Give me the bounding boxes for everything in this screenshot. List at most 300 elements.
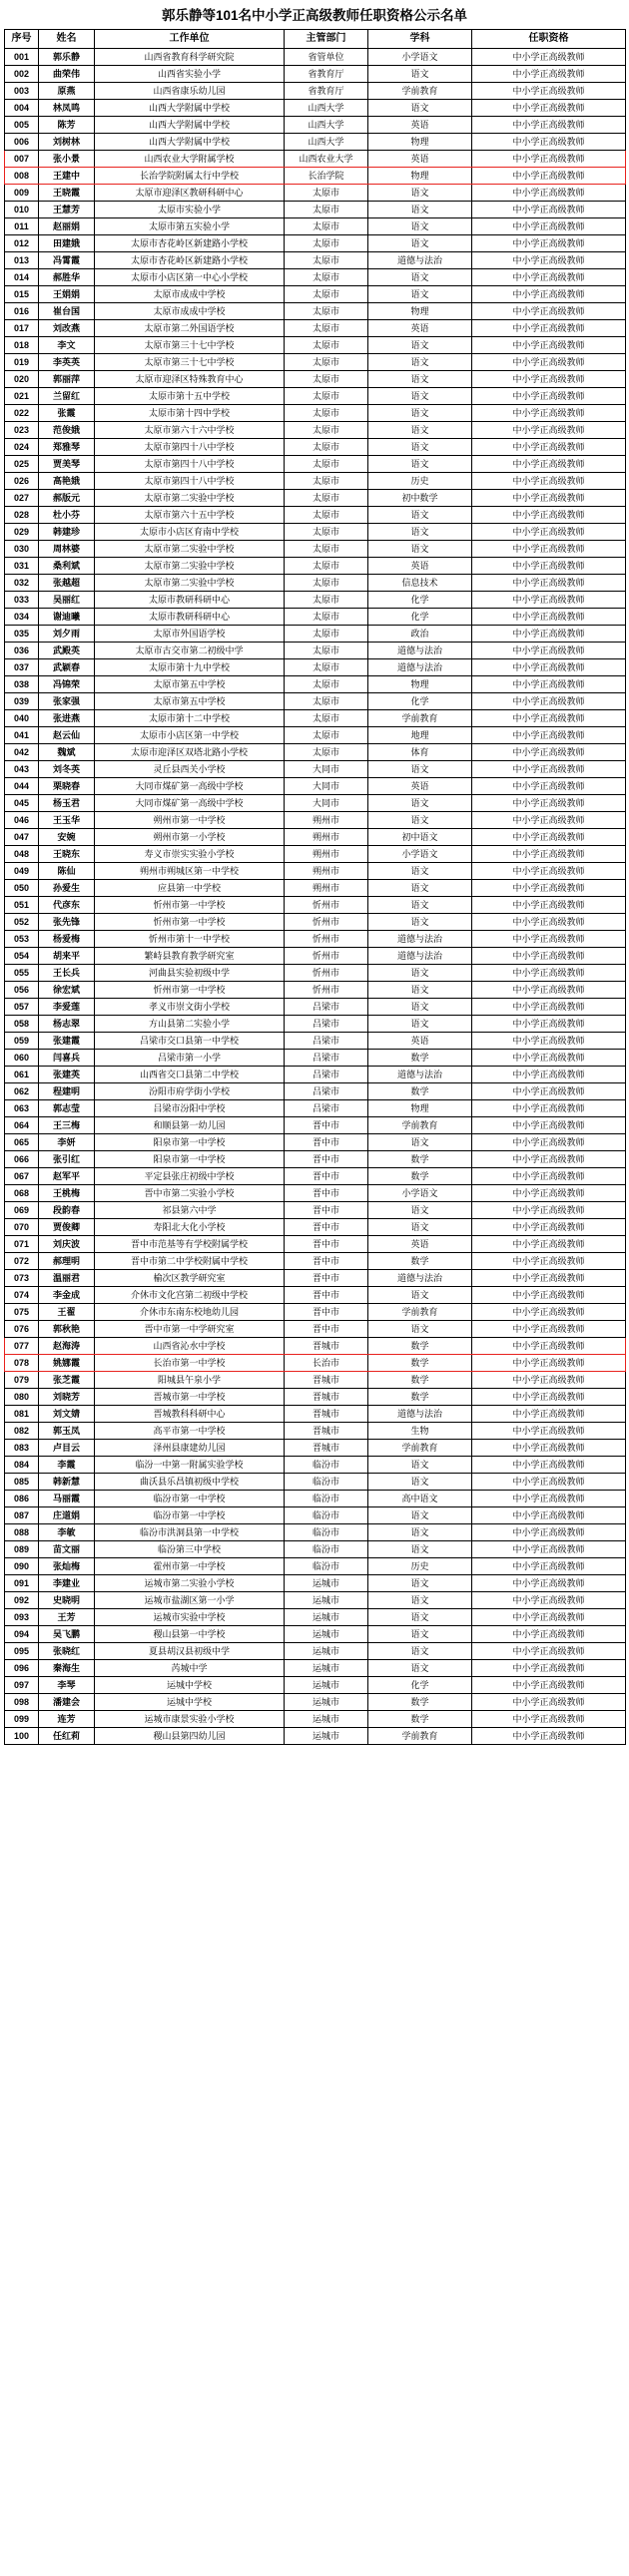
cell-qualification: 中小学正高级教师 (472, 507, 626, 524)
table-row (5, 1575, 626, 1592)
table-row (5, 151, 626, 168)
cell-work-unit: 大同市煤矿第一高级中学校 (95, 778, 285, 795)
cell-name: 贾美琴 (39, 456, 95, 473)
cell-qualification: 中小学正高级教师 (472, 1406, 626, 1423)
cell-work-unit: 方山县第二实验小学 (95, 1016, 285, 1033)
table-row (5, 1016, 626, 1033)
cell-qualification: 中小学正高级教师 (472, 626, 626, 643)
cell-department: 大同市 (285, 795, 368, 812)
cell-department: 吕梁市 (285, 1016, 368, 1033)
cell-department: 山西大学 (285, 100, 368, 117)
table-row (5, 1423, 626, 1440)
table-row (5, 965, 626, 982)
cell-name: 王三梅 (39, 1117, 95, 1134)
cell-no: 064 (5, 1117, 39, 1134)
table-row (5, 286, 626, 303)
table-header-row (5, 30, 626, 49)
cell-no: 007 (5, 151, 39, 168)
cell-qualification: 中小学正高级教师 (472, 1423, 626, 1440)
table-row (5, 1507, 626, 1524)
cell-qualification: 中小学正高级教师 (472, 1117, 626, 1134)
cell-name: 张进燕 (39, 710, 95, 727)
table-row (5, 337, 626, 354)
cell-work-unit: 阳泉市第一中学校 (95, 1151, 285, 1168)
cell-subject: 数学 (368, 1050, 472, 1067)
cell-department: 运城市 (285, 1592, 368, 1609)
cell-name: 闫喜兵 (39, 1050, 95, 1067)
cell-subject: 语文 (368, 812, 472, 829)
cell-no: 025 (5, 456, 39, 473)
cell-qualification: 中小学正高级教师 (472, 965, 626, 982)
cell-qualification: 中小学正高级教师 (472, 320, 626, 337)
cell-department: 省教育厅 (285, 66, 368, 83)
cell-no: 008 (5, 168, 39, 185)
cell-no: 098 (5, 1694, 39, 1711)
cell-no: 100 (5, 1728, 39, 1745)
cell-department: 太原市 (285, 422, 368, 439)
cell-no: 006 (5, 134, 39, 151)
cell-qualification: 中小学正高级教师 (472, 592, 626, 609)
cell-work-unit: 灵丘县西关小学校 (95, 761, 285, 778)
cell-department: 晋城市 (285, 1389, 368, 1406)
cell-department: 晋城市 (285, 1440, 368, 1457)
table-row (5, 1660, 626, 1677)
cell-work-unit: 太原市小店区第一中心小学校 (95, 269, 285, 286)
table-row (5, 914, 626, 931)
cell-no: 032 (5, 575, 39, 592)
table-row (5, 49, 626, 66)
cell-qualification: 中小学正高级教师 (472, 100, 626, 117)
cell-qualification: 中小学正高级教师 (472, 863, 626, 880)
cell-subject: 语文 (368, 269, 472, 286)
cell-department: 太原市 (285, 676, 368, 693)
cell-no: 036 (5, 643, 39, 659)
table-row (5, 592, 626, 609)
cell-no: 053 (5, 931, 39, 948)
cell-department: 晋中市 (285, 1134, 368, 1151)
table-row (5, 1067, 626, 1083)
cell-no: 095 (5, 1643, 39, 1660)
cell-department: 太原市 (285, 693, 368, 710)
cell-department: 太原市 (285, 252, 368, 269)
table-row (5, 1728, 626, 1745)
cell-work-unit: 临汾市第一中学校 (95, 1507, 285, 1524)
cell-name: 徐宏斌 (39, 982, 95, 999)
cell-qualification: 中小学正高级教师 (472, 1626, 626, 1643)
cell-name: 李建业 (39, 1575, 95, 1592)
cell-qualification: 中小学正高级教师 (472, 1134, 626, 1151)
column-header-dept: 主管部门 (285, 30, 368, 49)
cell-department: 运城市 (285, 1609, 368, 1626)
cell-name: 王桃梅 (39, 1185, 95, 1202)
cell-name: 温丽君 (39, 1270, 95, 1287)
cell-department: 太原市 (285, 626, 368, 643)
roster-table (4, 29, 626, 1745)
table-row (5, 1711, 626, 1728)
cell-qualification: 中小学正高级教师 (472, 575, 626, 592)
cell-work-unit: 太原市迎泽区教研科研中心 (95, 185, 285, 202)
table-row (5, 1677, 626, 1694)
cell-no: 086 (5, 1491, 39, 1507)
cell-no: 048 (5, 846, 39, 863)
cell-name: 李霞 (39, 1457, 95, 1474)
cell-work-unit: 运城市实验中学校 (95, 1609, 285, 1626)
cell-name: 王晓霞 (39, 185, 95, 202)
cell-subject: 语文 (368, 1643, 472, 1660)
table-row (5, 1558, 626, 1575)
cell-no: 099 (5, 1711, 39, 1728)
cell-subject: 语文 (368, 66, 472, 83)
table-row (5, 1117, 626, 1134)
cell-name: 王翟 (39, 1304, 95, 1321)
cell-work-unit: 晋中市范基等有学校附属学校 (95, 1236, 285, 1253)
cell-qualification: 中小学正高级教师 (472, 1270, 626, 1287)
cell-no: 092 (5, 1592, 39, 1609)
cell-work-unit: 太原市外国语学校 (95, 626, 285, 643)
cell-qualification: 中小学正高级教师 (472, 252, 626, 269)
cell-work-unit: 朔州市朔城区第一中学校 (95, 863, 285, 880)
cell-subject: 学前教育 (368, 1728, 472, 1745)
cell-name: 杜小芬 (39, 507, 95, 524)
cell-no: 031 (5, 558, 39, 575)
cell-department: 山西大学 (285, 117, 368, 134)
cell-work-unit: 太原市第三十七中学校 (95, 337, 285, 354)
cell-name: 栗晓春 (39, 778, 95, 795)
cell-subject: 数学 (368, 1168, 472, 1185)
cell-qualification: 中小学正高级教师 (472, 1168, 626, 1185)
table-row (5, 1626, 626, 1643)
cell-name: 林凤鸣 (39, 100, 95, 117)
cell-no: 076 (5, 1321, 39, 1338)
table-row (5, 235, 626, 252)
cell-work-unit: 太原市教研科研中心 (95, 592, 285, 609)
cell-subject: 化学 (368, 609, 472, 626)
table-row (5, 422, 626, 439)
cell-department: 太原市 (285, 354, 368, 371)
cell-subject: 语文 (368, 965, 472, 982)
cell-department: 朔州市 (285, 863, 368, 880)
cell-subject: 语文 (368, 524, 472, 541)
table-row (5, 218, 626, 235)
cell-name: 郭秋艳 (39, 1321, 95, 1338)
cell-department: 晋中市 (285, 1202, 368, 1219)
cell-no: 013 (5, 252, 39, 269)
cell-department: 忻州市 (285, 982, 368, 999)
cell-qualification: 中小学正高级教师 (472, 999, 626, 1016)
cell-qualification: 中小学正高级教师 (472, 151, 626, 168)
cell-no: 079 (5, 1372, 39, 1389)
table-row (5, 388, 626, 405)
cell-subject: 道德与法治 (368, 1406, 472, 1423)
cell-qualification: 中小学正高级教师 (472, 1660, 626, 1677)
cell-no: 073 (5, 1270, 39, 1287)
cell-department: 晋城市 (285, 1406, 368, 1423)
cell-no: 043 (5, 761, 39, 778)
cell-no: 096 (5, 1660, 39, 1677)
table-row (5, 1457, 626, 1474)
cell-name: 杨爱梅 (39, 931, 95, 948)
cell-qualification: 中小学正高级教师 (472, 897, 626, 914)
cell-work-unit: 太原市第五中学校 (95, 693, 285, 710)
cell-work-unit: 山西省实验小学 (95, 66, 285, 83)
cell-name: 王长兵 (39, 965, 95, 982)
cell-no: 046 (5, 812, 39, 829)
cell-work-unit: 阳泉市第一中学校 (95, 1134, 285, 1151)
cell-work-unit: 山西大学附属中学校 (95, 100, 285, 117)
cell-work-unit: 寿义市崇实实验小学校 (95, 846, 285, 863)
cell-qualification: 中小学正高级教师 (472, 1151, 626, 1168)
cell-department: 省管单位 (285, 49, 368, 66)
table-row (5, 575, 626, 592)
cell-work-unit: 夏县胡汉县初级中学 (95, 1643, 285, 1660)
cell-subject: 数学 (368, 1253, 472, 1270)
cell-qualification: 中小学正高级教师 (472, 1304, 626, 1321)
cell-department: 太原市 (285, 507, 368, 524)
cell-no: 005 (5, 117, 39, 134)
table-row (5, 252, 626, 269)
cell-name: 庄道娟 (39, 1507, 95, 1524)
cell-name: 张家强 (39, 693, 95, 710)
cell-subject: 语文 (368, 1541, 472, 1558)
cell-work-unit: 太原市第三十七中学校 (95, 354, 285, 371)
cell-department: 运城市 (285, 1643, 368, 1660)
cell-department: 吕梁市 (285, 1083, 368, 1100)
cell-no: 022 (5, 405, 39, 422)
cell-no: 084 (5, 1457, 39, 1474)
cell-name: 魏斌 (39, 744, 95, 761)
cell-qualification: 中小学正高级教师 (472, 1202, 626, 1219)
cell-department: 太原市 (285, 303, 368, 320)
cell-subject: 语文 (368, 371, 472, 388)
cell-qualification: 中小学正高级教师 (472, 117, 626, 134)
cell-subject: 英语 (368, 1236, 472, 1253)
cell-work-unit: 太原市小店区第一中学校 (95, 727, 285, 744)
cell-no: 041 (5, 727, 39, 744)
cell-no: 074 (5, 1287, 39, 1304)
cell-qualification: 中小学正高级教师 (472, 1558, 626, 1575)
cell-name: 苗文丽 (39, 1541, 95, 1558)
cell-department: 运城市 (285, 1660, 368, 1677)
cell-subject: 地理 (368, 727, 472, 744)
cell-department: 山西大学 (285, 134, 368, 151)
cell-work-unit: 太原市第十二中学校 (95, 710, 285, 727)
cell-qualification: 中小学正高级教师 (472, 812, 626, 829)
cell-no: 080 (5, 1389, 39, 1406)
cell-qualification: 中小学正高级教师 (472, 1389, 626, 1406)
cell-work-unit: 太原市第二实验中学校 (95, 541, 285, 558)
cell-no: 042 (5, 744, 39, 761)
cell-name: 韩建珍 (39, 524, 95, 541)
cell-qualification: 中小学正高级教师 (472, 83, 626, 100)
table-row (5, 66, 626, 83)
cell-name: 周林婆 (39, 541, 95, 558)
cell-department: 长治学院 (285, 168, 368, 185)
cell-department: 太原市 (285, 473, 368, 490)
cell-no: 049 (5, 863, 39, 880)
cell-subject: 语文 (368, 456, 472, 473)
cell-work-unit: 太原市实验小学 (95, 202, 285, 218)
cell-department: 临汾市 (285, 1507, 368, 1524)
cell-department: 太原市 (285, 575, 368, 592)
table-row (5, 931, 626, 948)
cell-department: 朔州市 (285, 846, 368, 863)
cell-qualification: 中小学正高级教师 (472, 1541, 626, 1558)
cell-department: 太原市 (285, 592, 368, 609)
cell-name: 郝版元 (39, 490, 95, 507)
table-row (5, 1083, 626, 1100)
cell-subject: 物理 (368, 168, 472, 185)
cell-department: 临汾市 (285, 1541, 368, 1558)
cell-no: 089 (5, 1541, 39, 1558)
cell-subject: 语文 (368, 1575, 472, 1592)
cell-no: 065 (5, 1134, 39, 1151)
cell-department: 运城市 (285, 1626, 368, 1643)
cell-subject: 语文 (368, 1457, 472, 1474)
cell-no: 047 (5, 829, 39, 846)
cell-qualification: 中小学正高级教师 (472, 524, 626, 541)
cell-work-unit: 繁峙县教育教学研究室 (95, 948, 285, 965)
cell-qualification: 中小学正高级教师 (472, 490, 626, 507)
cell-name: 刘文婧 (39, 1406, 95, 1423)
cell-work-unit: 介休市文化宫第二初级中学校 (95, 1287, 285, 1304)
table-row (5, 1541, 626, 1558)
cell-department: 太原市 (285, 405, 368, 422)
cell-subject: 语文 (368, 1626, 472, 1643)
table-row (5, 439, 626, 456)
cell-qualification: 中小学正高级教师 (472, 609, 626, 626)
table-row (5, 659, 626, 676)
cell-subject: 政治 (368, 626, 472, 643)
cell-qualification: 中小学正高级教师 (472, 66, 626, 83)
cell-department: 吕梁市 (285, 1033, 368, 1050)
cell-work-unit: 山西农业大学附属学校 (95, 151, 285, 168)
table-row (5, 1321, 626, 1338)
cell-no: 061 (5, 1067, 39, 1083)
cell-subject: 语文 (368, 1660, 472, 1677)
cell-subject: 语文 (368, 1134, 472, 1151)
table-row (5, 1134, 626, 1151)
cell-subject: 数学 (368, 1355, 472, 1372)
cell-qualification: 中小学正高级教师 (472, 829, 626, 846)
cell-subject: 物理 (368, 134, 472, 151)
table-row (5, 1389, 626, 1406)
cell-name: 李文 (39, 337, 95, 354)
cell-subject: 语文 (368, 880, 472, 897)
cell-subject: 语文 (368, 507, 472, 524)
cell-qualification: 中小学正高级教师 (472, 1185, 626, 1202)
cell-name: 张小景 (39, 151, 95, 168)
cell-no: 071 (5, 1236, 39, 1253)
cell-department: 忻州市 (285, 897, 368, 914)
cell-department: 晋中市 (285, 1321, 368, 1338)
cell-department: 朔州市 (285, 880, 368, 897)
table-row (5, 1270, 626, 1287)
cell-work-unit: 太原市第十四中学校 (95, 405, 285, 422)
cell-name: 吴飞鹏 (39, 1626, 95, 1643)
table-row (5, 999, 626, 1016)
cell-department: 山西农业大学 (285, 151, 368, 168)
cell-no: 037 (5, 659, 39, 676)
cell-subject: 数学 (368, 1151, 472, 1168)
cell-work-unit: 长治市第一中学校 (95, 1355, 285, 1372)
cell-qualification: 中小学正高级教师 (472, 1440, 626, 1457)
cell-no: 088 (5, 1524, 39, 1541)
cell-department: 运城市 (285, 1694, 368, 1711)
cell-qualification: 中小学正高级教师 (472, 880, 626, 897)
cell-name: 武殿英 (39, 643, 95, 659)
cell-subject: 道德与法治 (368, 1067, 472, 1083)
cell-no: 021 (5, 388, 39, 405)
cell-name: 范俊娥 (39, 422, 95, 439)
cell-no: 070 (5, 1219, 39, 1236)
cell-no: 075 (5, 1304, 39, 1321)
cell-no: 024 (5, 439, 39, 456)
cell-no: 063 (5, 1100, 39, 1117)
cell-no: 072 (5, 1253, 39, 1270)
column-header-unit: 工作单位 (95, 30, 285, 49)
cell-department: 晋城市 (285, 1372, 368, 1389)
cell-qualification: 中小学正高级教师 (472, 405, 626, 422)
cell-department: 忻州市 (285, 931, 368, 948)
cell-work-unit: 临汾一中第一附属实验学校 (95, 1457, 285, 1474)
cell-no: 081 (5, 1406, 39, 1423)
cell-department: 晋城市 (285, 1423, 368, 1440)
cell-no: 011 (5, 218, 39, 235)
cell-qualification: 中小学正高级教师 (472, 337, 626, 354)
cell-work-unit: 运城市第二实验小学校 (95, 1575, 285, 1592)
cell-department: 晋中市 (285, 1304, 368, 1321)
table-row (5, 524, 626, 541)
cell-name: 秦海生 (39, 1660, 95, 1677)
cell-qualification: 中小学正高级教师 (472, 727, 626, 744)
cell-qualification: 中小学正高级教师 (472, 1338, 626, 1355)
table-row (5, 1236, 626, 1253)
cell-subject: 小学语文 (368, 846, 472, 863)
cell-qualification: 中小学正高级教师 (472, 693, 626, 710)
cell-subject: 语文 (368, 1507, 472, 1524)
cell-qualification: 中小学正高级教师 (472, 1253, 626, 1270)
cell-name: 李敏 (39, 1524, 95, 1541)
cell-name: 张灿梅 (39, 1558, 95, 1575)
cell-no: 004 (5, 100, 39, 117)
table-row (5, 1592, 626, 1609)
cell-qualification: 中小学正高级教师 (472, 1643, 626, 1660)
cell-no: 090 (5, 1558, 39, 1575)
cell-subject: 数学 (368, 1711, 472, 1728)
cell-work-unit: 吕梁市交口县第一中学校 (95, 1033, 285, 1050)
cell-work-unit: 临汾第三中学校 (95, 1541, 285, 1558)
cell-work-unit: 应县第一中学校 (95, 880, 285, 897)
cell-qualification: 中小学正高级教师 (472, 1491, 626, 1507)
table-row (5, 1151, 626, 1168)
cell-subject: 数学 (368, 1338, 472, 1355)
cell-name: 赵丽娟 (39, 218, 95, 235)
cell-name: 王晓东 (39, 846, 95, 863)
cell-no: 067 (5, 1168, 39, 1185)
cell-name: 王慧芳 (39, 202, 95, 218)
cell-qualification: 中小学正高级教师 (472, 1083, 626, 1100)
cell-subject: 数学 (368, 1083, 472, 1100)
column-header-subject: 学科 (368, 30, 472, 49)
cell-work-unit: 曲沃县乐昌镇初级中学校 (95, 1474, 285, 1491)
cell-qualification: 中小学正高级教师 (472, 388, 626, 405)
cell-department: 太原市 (285, 490, 368, 507)
cell-qualification: 中小学正高级教师 (472, 1711, 626, 1728)
cell-name: 刘树林 (39, 134, 95, 151)
cell-department: 太原市 (285, 202, 368, 218)
table-row (5, 1168, 626, 1185)
cell-qualification: 中小学正高级教师 (472, 1677, 626, 1694)
